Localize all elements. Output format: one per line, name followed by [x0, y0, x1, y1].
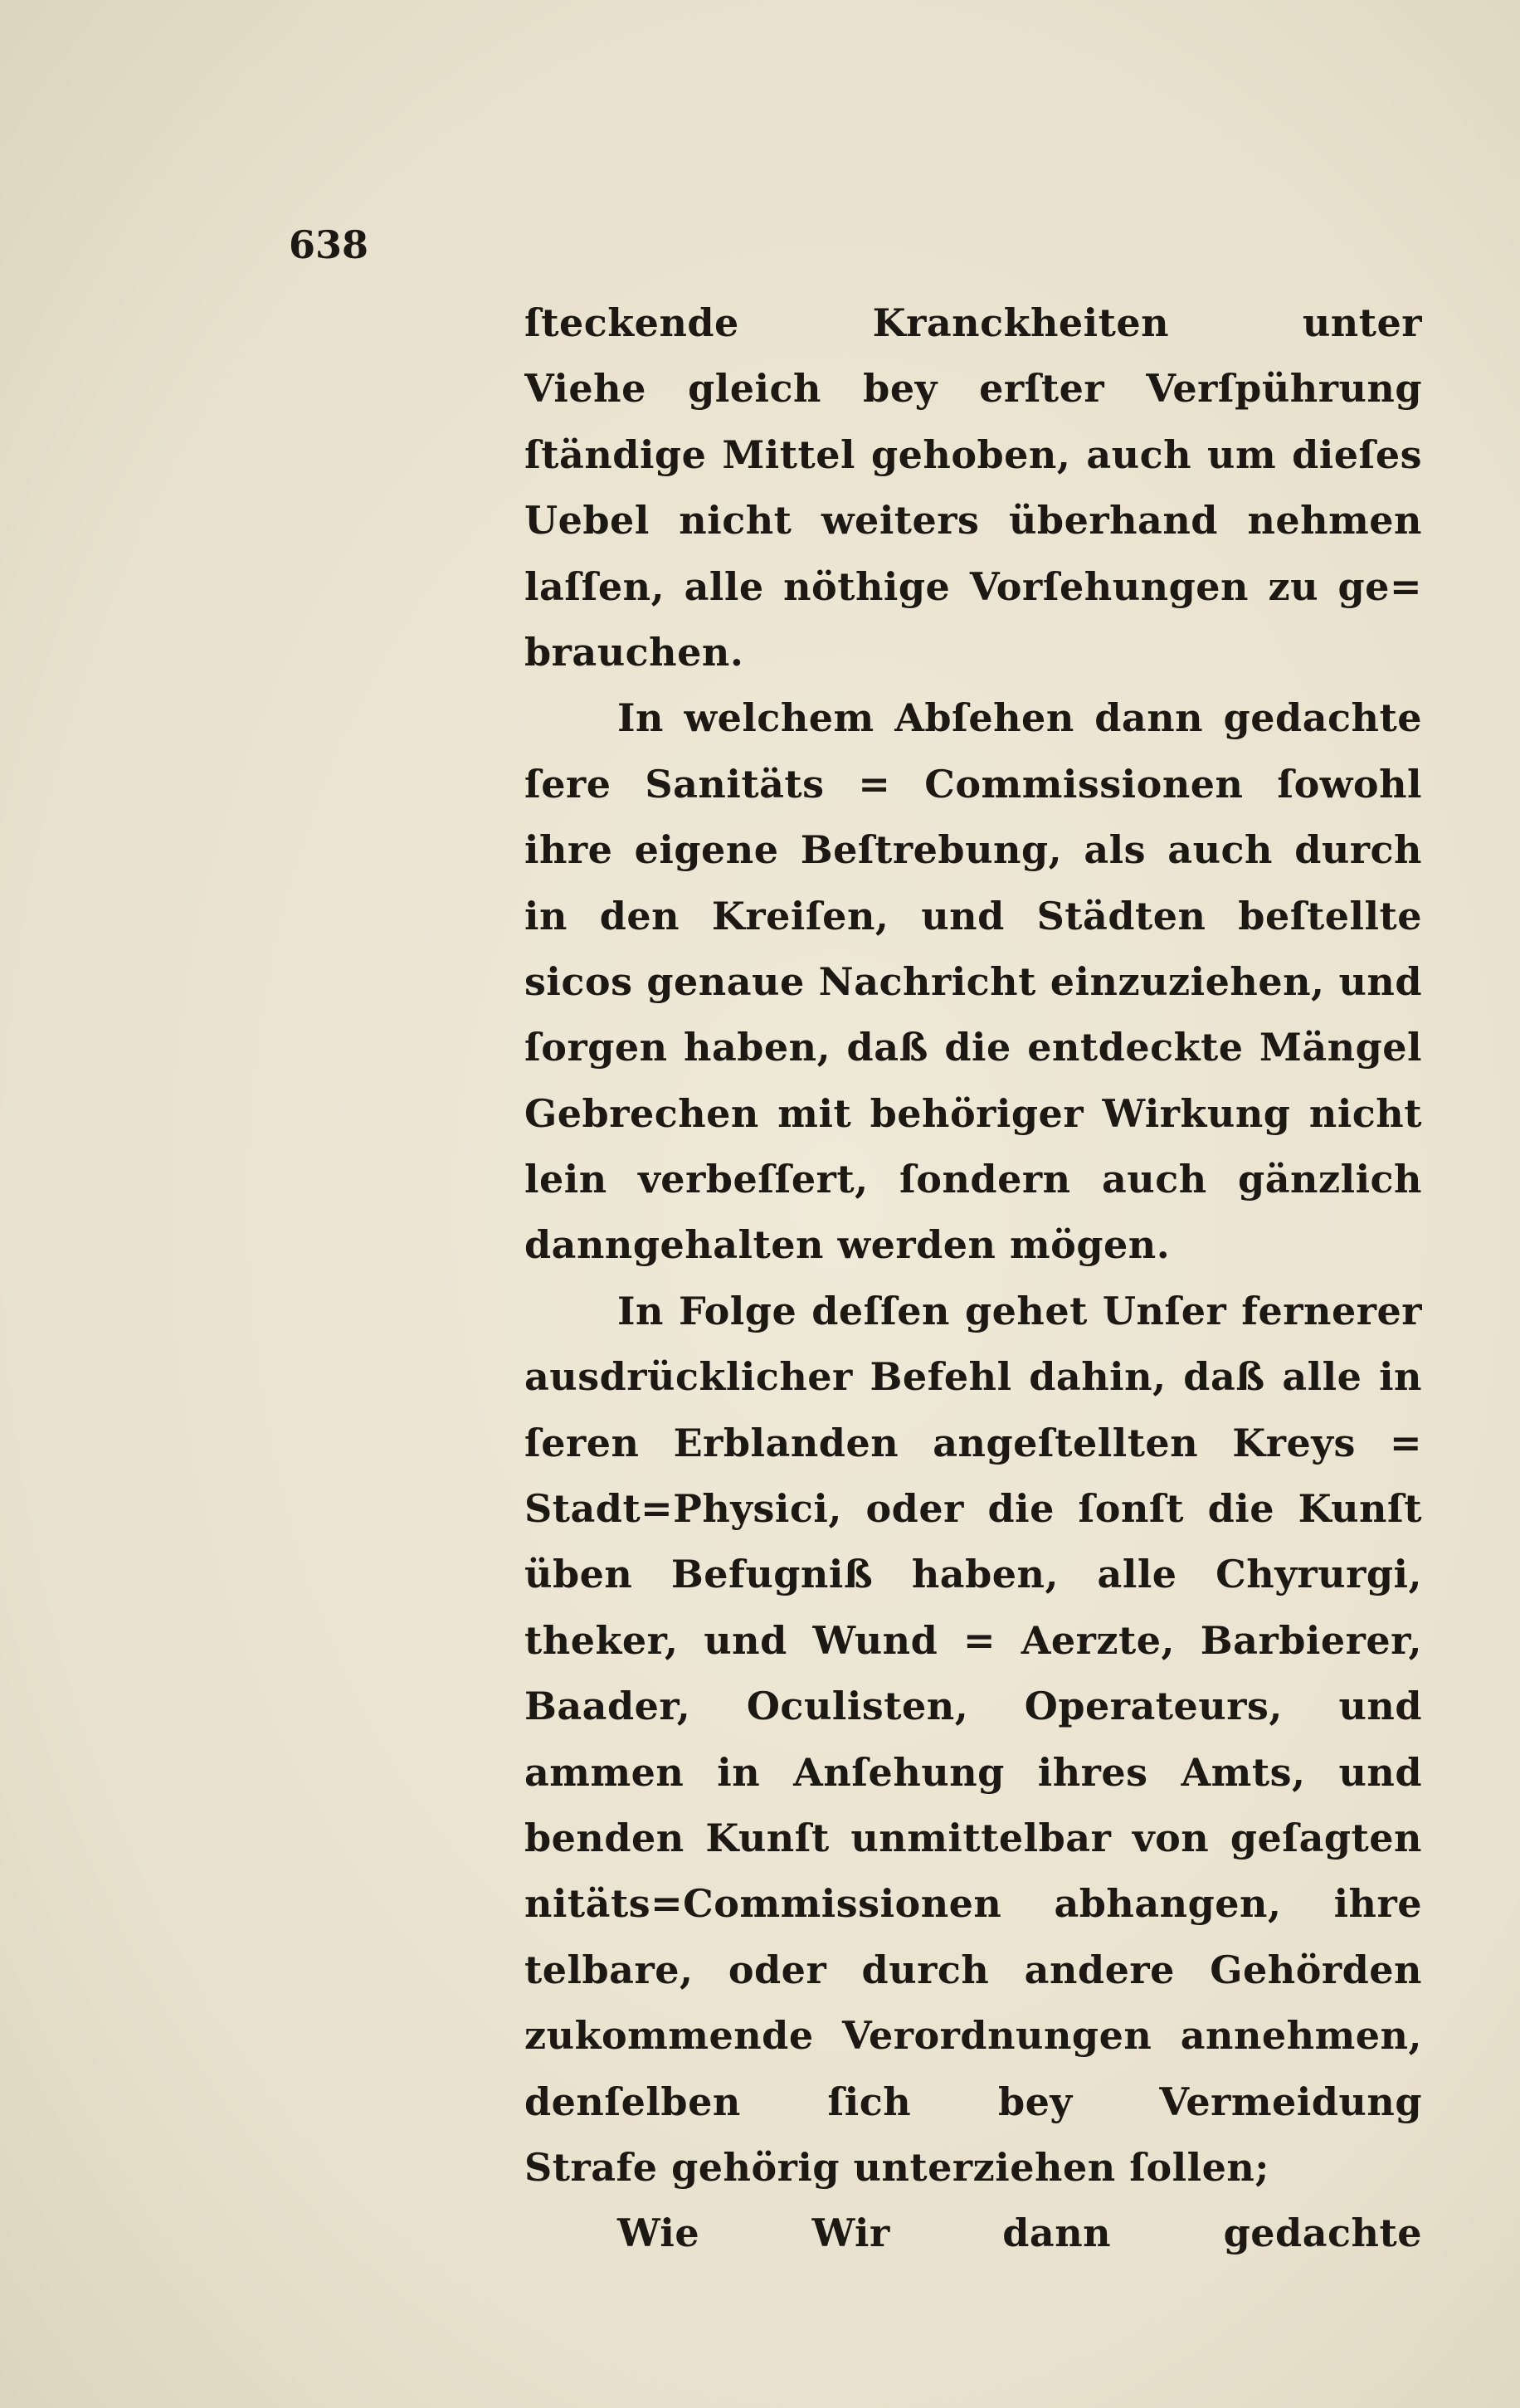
text-line: Stadt=Physici, oder die ſonſt die Kunſt — [524, 1486, 1422, 1532]
text-line: ſorgen haben, daß die entdeckte Mängel — [524, 1025, 1422, 1070]
text-line: In welchem Abſehen dann gedachte — [617, 695, 1422, 741]
page-number: 638 — [289, 222, 369, 267]
text-line: In Folge deſſen gehet Unſer fernerer — [617, 1288, 1422, 1333]
text-line: ſere Sanitäts = Commissionen ſowohl — [524, 761, 1422, 807]
body-text — [524, 290, 1422, 2267]
text-line: zukommende Verordnungen annehmen, — [524, 2013, 1422, 2059]
text-line: telbare, oder durch andere Gehörden — [524, 1947, 1422, 1992]
text-line: Gebrechen mit behöriger Wirkung nicht — [524, 1090, 1422, 1136]
text-line: Uebel nicht weiters überhand nehmen — [524, 498, 1422, 544]
text-line: brauchen. — [524, 629, 744, 675]
text-line: ihre eigene Beſtrebung, als auch durch — [524, 827, 1422, 873]
text-line: denſelben ſich bey Vermeidung — [524, 2079, 1422, 2124]
text-line: ausdrücklicher Befehl dahin, daß alle in — [524, 1354, 1422, 1400]
text-line: üben Befugniß haben, alle Chyrurgi, — [524, 1552, 1422, 1597]
text-line: ammen in Anſehung ihres Amts, und — [524, 1749, 1422, 1795]
text-line: Strafe gehörig unterziehen ſollen; — [524, 2144, 1269, 2190]
text-line: lein verbeſſert, ſondern auch gänzlich — [524, 1157, 1422, 1202]
text-line: theker, und Wund = Aerzte, Barbierer, — [524, 1617, 1422, 1663]
text-line: laſſen, alle nöthige Vorſehungen zu ge= — [524, 563, 1422, 609]
text-line: Viehe gleich bey erſter Verſpührung — [524, 366, 1422, 412]
text-line: nitäts=Commissionen abhangen, ihre — [524, 1881, 1422, 1927]
text-line: in den Kreiſen, und Städten beſtellte — [524, 893, 1422, 938]
text-line: Baader, Oculisten, Operateurs, und — [524, 1684, 1422, 1729]
text-line: sicos genaue Nachricht einzuziehen, und — [524, 958, 1422, 1004]
text-line: Wie Wir dann gedachte — [617, 2211, 1422, 2256]
text-line: ſteckende Kranckheiten unter — [524, 300, 1422, 345]
text-line: ſtändige Mittel gehoben, auch um dieſes — [524, 431, 1422, 477]
text-line: benden Kunſt unmittelbar von geſagten — [524, 1815, 1422, 1860]
text-line: danngehalten werden mögen. — [524, 1222, 1171, 1268]
text-line: ſeren Erblanden angeſtellten Kreys = — [524, 1420, 1422, 1465]
